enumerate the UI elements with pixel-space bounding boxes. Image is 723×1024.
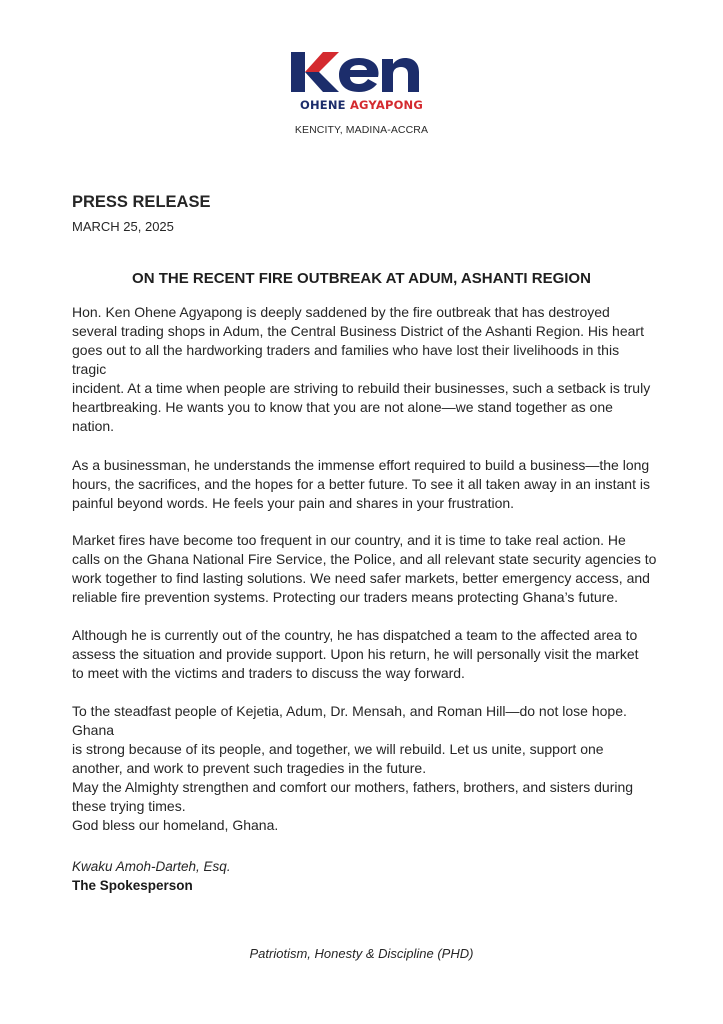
ken-wordmark-logo — [289, 46, 434, 98]
release-date: MARCH 25, 2025 — [72, 219, 174, 234]
body-paragraph: To the steadfast people of Kejetia, Adum, Dr. Mensah, and Roman Hill—do not lose hope. Ghana is strong because of its people, and together, we will rebuild. Let us unite, support one another, and work to prevent such tragedies in the future. — [72, 703, 627, 776]
press-release-label: PRESS RELEASE — [72, 193, 211, 211]
body-paragraph: Hon. Ken Ohene Agyapong is deeply saddened by the fire outbreak that has destroyed several trading shops in Adum, the Central Business District of the Ashanti Region. His heart goes out to all the hardworking traders and families who have lost their livelihoods in this tragic incident. At a time when people are striving to rebuild their businesses, such a setback is truly heartbreaking. He wants you to know that you are not alone—we stand together as one nation. — [72, 304, 651, 434]
logo-subtitle — [289, 98, 434, 112]
body-paragraph: Although he is currently out of the country, he has dispatched a team to the affected area to assess the situation and provide support. Upon his return, he will personally visit the market to meet with the victims and traders to discuss the way forward. — [72, 627, 639, 681]
office-location: KENCITY, MADINA-ACCRA — [294, 124, 429, 136]
body-paragraph: As a businessman, he understands the immense effort required to build a business—the long hours, the sacrifices, and the hopes for a better future. To see it all taken away in an instant is painful beyond words. He feels your pain and shares in your frustration. — [72, 457, 650, 511]
signatory-name: Kwaku Amoh-Darteh, Esq. — [72, 859, 231, 874]
headline: ON THE RECENT FIRE OUTBREAK AT ADUM, ASHANTI REGION — [132, 270, 591, 287]
body-paragraph: Market fires have become too frequent in our country, and it is time to take real action. He calls on the Ghana National Fire Service, the Police, and all relevant state security agencies to work together to find lasting solutions. We need safer markets, better emergency access, and reliable fire prevention systems. Protecting our traders means protecting Ghana’s future. — [72, 532, 657, 605]
logo-name-second: AGYAPONG — [349, 98, 424, 112]
footer-motto: Patriotism, Honesty & Discipline (PHD) — [249, 946, 474, 961]
body-paragraph: May the Almighty strengthen and comfort our mothers, fathers, brothers, and sisters during these trying times. God bless our homeland, Ghana. — [72, 779, 634, 833]
ken-logo — [289, 46, 434, 118]
signatory-title: The Spokesperson — [72, 878, 193, 893]
logo-name-first: OHENE — [299, 98, 346, 112]
